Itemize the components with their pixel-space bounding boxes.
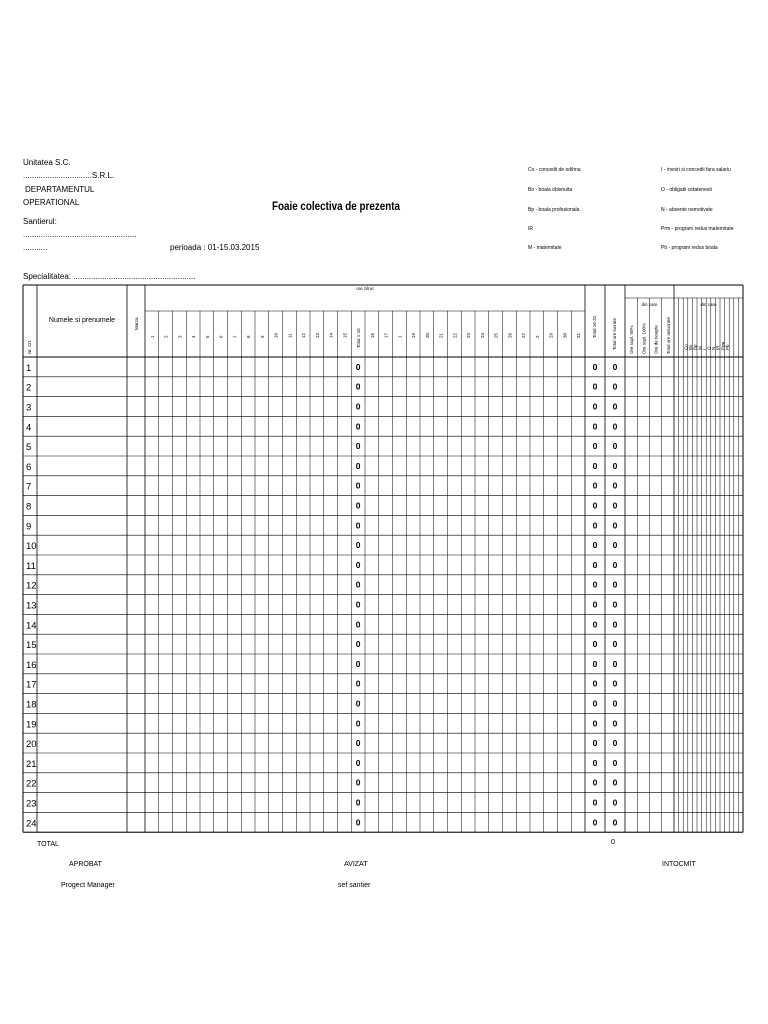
row-number: 17 [26, 679, 37, 691]
marca-header: Marca [134, 317, 139, 330]
row-total-worked: 0 [612, 579, 618, 590]
absence-column-header: Prm [720, 341, 726, 350]
row-number: 6 [26, 461, 32, 473]
row-total-1-15: 0 [355, 658, 361, 669]
legend-n: N - absente nemotivate [661, 207, 713, 213]
row-total-worked: 0 [612, 480, 618, 491]
row-total-worked: 0 [612, 718, 618, 729]
unit-name: Unitatea S.C. [23, 158, 71, 167]
day-header: 29 [548, 332, 554, 338]
row-total-16-31: 0 [592, 361, 598, 372]
row-total-16-31: 0 [592, 738, 598, 749]
total-16-31-header: Total 16-31 [592, 315, 597, 338]
total-worked-header: Total ore lucrate [612, 317, 617, 350]
day-header: 17 [383, 332, 389, 338]
row-total-16-31: 0 [592, 619, 598, 630]
row-total-worked: 0 [612, 777, 618, 788]
row-total-16-31: 0 [592, 639, 598, 650]
row-total-1-15: 0 [355, 559, 361, 570]
total-value: 0 [611, 839, 615, 846]
row-number: 1 [26, 362, 32, 374]
day-header: 31 [576, 332, 582, 338]
day-header: 1 [397, 335, 403, 338]
legend-m: M - maternitate [528, 245, 562, 251]
row-total-worked: 0 [612, 757, 618, 768]
row-total-16-31: 0 [592, 559, 598, 570]
row-total-16-31: 0 [592, 658, 598, 669]
day-header: 2 [534, 335, 540, 338]
row-number: 2 [26, 382, 32, 394]
row-total-1-15: 0 [355, 777, 361, 788]
row-total-16-31: 0 [592, 401, 598, 412]
day-header: 12 [301, 332, 307, 338]
day-header: 8 [246, 335, 252, 338]
specialitatea: Specialitatea: ....................................................... [23, 272, 196, 281]
department-line1: DEPARTAMENTUL [25, 185, 95, 194]
row-total-1-15: 0 [355, 639, 361, 650]
row-total-worked: 0 [612, 540, 618, 551]
row-total-16-31: 0 [592, 480, 598, 491]
total-1-15-header: Total 1-15 [356, 328, 362, 348]
row-total-1-15: 0 [355, 401, 361, 412]
row-number: 12 [26, 580, 37, 592]
sub-column-header: Ore supl. 100% [641, 322, 647, 354]
row-number: 4 [26, 422, 32, 434]
legend-co: Co - concedii de odihna [528, 167, 581, 173]
row-number: 22 [26, 778, 37, 790]
row-total-16-31: 0 [592, 421, 598, 432]
row-total-worked: 0 [612, 520, 618, 531]
day-header: 23 [466, 332, 472, 338]
row-total-worked: 0 [612, 500, 618, 511]
sub-column-header: Ore supl. 50% [629, 325, 635, 354]
row-total-1-15: 0 [355, 480, 361, 491]
row-total-1-15: 0 [355, 460, 361, 471]
endorsed-label: AVIZAT [344, 861, 368, 868]
absence-column-header: O [706, 346, 712, 350]
row-total-1-15: 0 [355, 441, 361, 452]
row-total-1-15: 0 [355, 817, 361, 828]
day-header: 22 [452, 332, 458, 338]
row-number: 20 [26, 739, 37, 751]
row-total-16-31: 0 [592, 817, 598, 828]
endorsed-role: sef santier [338, 882, 371, 889]
legend-prm: Prm - program redus maternitate [661, 226, 734, 232]
absence-column-header: Pb [724, 344, 730, 350]
row-total-worked: 0 [612, 619, 618, 630]
day-header: 20 [424, 332, 430, 338]
row-total-worked: 0 [612, 401, 618, 412]
row-number: 13 [26, 600, 37, 612]
row-total-16-31: 0 [592, 441, 598, 452]
row-total-1-15: 0 [355, 500, 361, 511]
legend-bo: Bo - boala obisnuita [528, 187, 573, 193]
row-number: 23 [26, 798, 37, 810]
row-total-16-31: 0 [592, 381, 598, 392]
legend-o: O - obligatii cetatenesti [661, 187, 712, 193]
row-total-worked: 0 [612, 559, 618, 570]
row-total-16-31: 0 [592, 698, 598, 709]
day-header: 13 [314, 332, 320, 338]
row-total-1-15: 0 [355, 599, 361, 610]
row-total-16-31: 0 [592, 678, 598, 689]
row-total-worked: 0 [612, 639, 618, 650]
absence-column-header: Bo [688, 344, 694, 350]
day-header: 30 [562, 332, 568, 338]
row-total-16-31: 0 [592, 579, 598, 590]
absence-column-header: IR [715, 345, 721, 350]
row-total-worked: 0 [612, 797, 618, 808]
row-total-1-15: 0 [355, 678, 361, 689]
legend-pb: Pb - program redus boala [661, 245, 718, 251]
row-total-1-15: 0 [355, 718, 361, 729]
absence-column-header: M [697, 346, 703, 350]
din-care-header-2: din care [700, 302, 717, 307]
day-header: 24 [479, 332, 485, 338]
day-header: 3 [177, 335, 183, 338]
legend-bp: Bp - boala profesionala [528, 207, 580, 213]
row-total-16-31: 0 [592, 599, 598, 610]
row-total-worked: 0 [612, 678, 618, 689]
row-total-1-15: 0 [355, 579, 361, 590]
row-number: 10 [26, 541, 37, 553]
row-number: 16 [26, 659, 37, 671]
day-header: 26 [507, 332, 513, 338]
absence-column-header: Bp [692, 344, 698, 350]
absence-column-header: I [701, 348, 707, 350]
row-total-16-31: 0 [592, 777, 598, 788]
day-header: 25 [493, 332, 499, 338]
row-total-16-31: 0 [592, 500, 598, 511]
day-header: 5 [204, 335, 210, 338]
row-total-1-15: 0 [355, 421, 361, 432]
company-srl: ...............................S.R.L. [23, 171, 115, 180]
day-header: 11 [287, 333, 293, 338]
row-number: 7 [26, 481, 32, 493]
row-total-1-15: 0 [355, 361, 361, 372]
day-header: 27 [521, 332, 527, 338]
day-header: 7 [232, 335, 238, 338]
page-title: Foaie colectiva de prezenta [272, 199, 400, 213]
santier-line: ................................................... [23, 230, 137, 239]
sub-column-header: Ore de noapte [653, 325, 659, 354]
legend-ir: IR [528, 226, 533, 232]
santier-label: Santierul: [23, 217, 57, 226]
row-total-worked: 0 [612, 817, 618, 828]
row-total-worked: 0 [612, 361, 618, 372]
sub-column-header: Total ore nelucrate [665, 316, 671, 354]
row-total-worked: 0 [612, 599, 618, 610]
row-number: 5 [26, 442, 32, 454]
row-number: 9 [26, 521, 32, 533]
name-header: Numele si prenumele [48, 317, 116, 324]
absence-column-header: Co [683, 344, 689, 350]
day-header: 9 [259, 335, 265, 338]
row-total-16-31: 0 [592, 718, 598, 729]
day-header: 16 [369, 332, 375, 338]
din-care-header: din care [641, 302, 658, 307]
row-total-worked: 0 [612, 460, 618, 471]
row-total-16-31: 0 [592, 757, 598, 768]
row-number: 3 [26, 402, 32, 414]
row-total-1-15: 0 [355, 619, 361, 630]
row-number: 19 [26, 719, 37, 731]
row-total-1-15: 0 [355, 797, 361, 808]
row-number: 14 [26, 620, 37, 632]
row-total-1-15: 0 [355, 381, 361, 392]
row-total-worked: 0 [612, 738, 618, 749]
row-total-1-15: 0 [355, 738, 361, 749]
row-total-worked: 0 [612, 658, 618, 669]
day-header: 15 [342, 332, 348, 338]
row-total-1-15: 0 [355, 540, 361, 551]
approved-label: APROBAT [69, 861, 102, 868]
row-total-worked: 0 [612, 698, 618, 709]
row-number: 11 [26, 560, 36, 572]
row-number: 24 [26, 818, 37, 830]
row-number: 15 [26, 640, 37, 652]
day-header: 2 [163, 335, 169, 338]
prepared-label: INTOCMIT [662, 861, 696, 868]
day-header: 19 [411, 332, 417, 338]
approved-role: Progect Manager [61, 882, 115, 889]
row-total-1-15: 0 [355, 757, 361, 768]
day-header: 21 [438, 332, 444, 338]
total-label: TOTAL [37, 841, 59, 848]
row-total-16-31: 0 [592, 797, 598, 808]
row-number: 21 [26, 758, 37, 770]
row-total-1-15: 0 [355, 520, 361, 531]
department-line2: OPERATIONAL [23, 198, 80, 207]
day-header: 10 [273, 332, 279, 338]
row-total-1-15: 0 [355, 698, 361, 709]
absence-column-header: N [711, 346, 717, 350]
days-group-header: ore zilnic [356, 286, 374, 291]
day-header: 1 [149, 335, 155, 338]
period: perioada : 01-15.03.2015 [170, 243, 260, 252]
day-header: 6 [218, 335, 224, 338]
row-total-16-31: 0 [592, 460, 598, 471]
row-total-worked: 0 [612, 421, 618, 432]
santier-line-2: ........... [23, 243, 48, 252]
row-total-16-31: 0 [592, 540, 598, 551]
day-header: 14 [328, 332, 334, 338]
day-header: 4 [191, 335, 197, 338]
legend-i: I - invoiri si concedii fara salariu [661, 167, 731, 173]
row-total-worked: 0 [612, 381, 618, 392]
row-total-worked: 0 [612, 441, 618, 452]
row-number: 8 [26, 501, 32, 513]
row-number: 18 [26, 699, 37, 711]
row-total-16-31: 0 [592, 520, 598, 531]
nr-crt-header: Nr. Crt. [27, 339, 32, 354]
